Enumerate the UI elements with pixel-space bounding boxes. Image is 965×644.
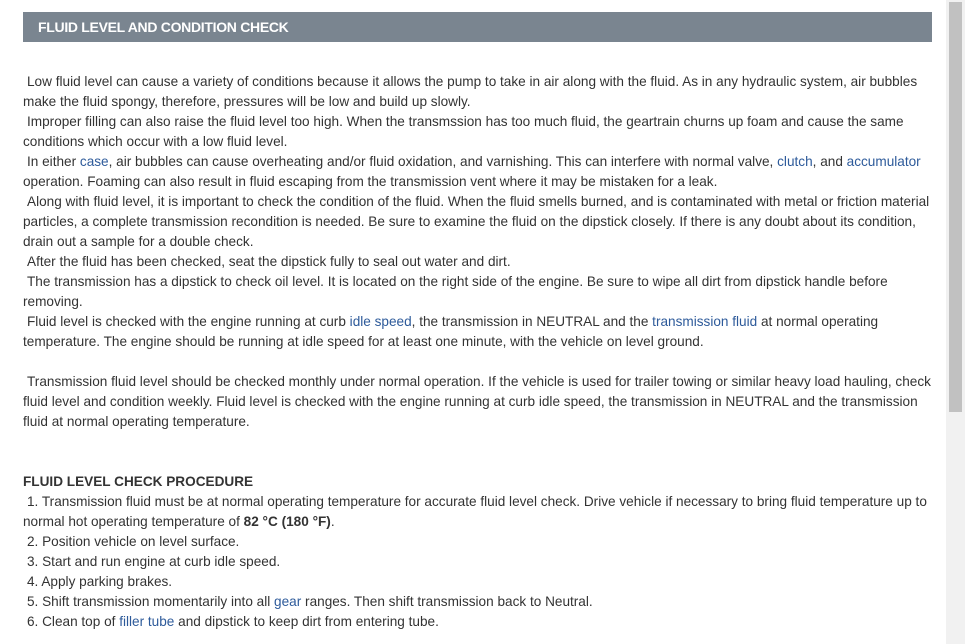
text-segment: . [330,514,335,529]
vertical-scrollbar[interactable] [946,0,965,644]
procedure-step-1 [23,492,935,532]
link-filler-tube[interactable]: filler tube [119,614,175,629]
procedure-step-5 [23,592,935,612]
procedure-step-3: 3. Start and run engine at curb idle speed. [27,554,281,569]
procedure-title: FLUID LEVEL CHECK PROCEDURE [23,474,254,489]
text-segment: , and [812,154,847,169]
text-segment: In either [27,154,80,169]
paragraph-monthly-check: Transmission fluid level should be checked monthly under normal operation. If the vehicle is used for trailer towing or similar heavy load hauling, check fluid level and condition weekly. Fluid level is checked with the engine running at curb idle speed, the transmission in NEUTRAL and the transmission fluid at normal operating temperature. [23,374,931,429]
text-segment: 5. Shift transmission momentarily into all [27,594,275,609]
text-segment: , air bubbles can cause overheating and/or fluid oxidation, and varnishing. This can interfere with normal valve, [108,154,778,169]
paragraph-air-bubbles [23,152,935,192]
scrollbar-thumb[interactable] [949,2,962,412]
text-segment: , the transmission in NEUTRAL and the [411,314,653,329]
text-segment: 6. Clean top of [27,614,120,629]
link-idle-speed[interactable]: idle speed [349,314,412,329]
link-clutch[interactable]: clutch [777,154,813,169]
text-segment: operation. Foaming can also result in fluid escaping from the transmission vent where it may be mistaken for a leak. [23,174,718,189]
paragraph-fluid-condition: Along with fluid level, it is important to check the condition of the fluid. When the fluid smells burned, and is contaminated with metal or friction material particles, a complete transmission recondition is needed. Be sure to examine the fluid on the dipstick closely. If there is any doubt about its condition, drain out a sample for a double check. [23,194,930,249]
section-title: FLUID LEVEL AND CONDITION CHECK [38,19,289,35]
procedure-step-2: 2. Position vehicle on level surface. [27,534,240,549]
paragraph-dipstick-location: The transmission has a dipstick to check oil level. It is located on the right side of the engine. Be sure to wipe all dirt from dipstick handle before removing. [23,274,888,309]
document-content [23,72,935,632]
spacer [23,432,935,472]
paragraph-seat-dipstick: After the fluid has been checked, seat the dipstick fully to seal out water and dirt. [27,254,511,269]
link-case[interactable]: case [79,154,109,169]
link-gear[interactable]: gear [274,594,302,609]
procedure-step-6 [23,612,935,632]
link-accumulator[interactable]: accumulator [846,154,921,169]
text-segment: at normal operating temperature. The engine should be running at idle speed for at least one minute, with the vehicle on level ground. [23,314,879,349]
text-segment: Fluid level is checked with the engine running at curb [27,314,350,329]
text-segment: ranges. Then shift transmission back to Neutral. [301,594,593,609]
section-header [23,12,932,42]
text-segment: 1. Transmission fluid must be at normal operating temperature for accurate fluid level check. Drive vehicle if necessary to bring fluid temperature up to normal hot operating temperature of [23,494,927,529]
procedure-step-4: 4. Apply parking brakes. [27,574,173,589]
paragraph-low-fluid: Low fluid level can cause a variety of conditions because it allows the pump to take in air along with the fluid. As in any hydraulic system, air bubbles make the fluid spongy, therefore, pressures will be low and build up slowly. [23,74,918,109]
paragraph-improper-filling: Improper filling can also raise the fluid level too high. When the transmssion has too much fluid, the geartrain churns up foam and cause the same conditions which occur with a low fluid level. [23,114,904,149]
operating-temperature: 82 °C (180 °F) [243,514,331,529]
paragraph-check-conditions [23,312,935,352]
spacer [23,352,935,372]
text-segment: and dipstick to keep dirt from entering tube. [174,614,439,629]
link-transmission-fluid[interactable]: transmission fluid [652,314,758,329]
